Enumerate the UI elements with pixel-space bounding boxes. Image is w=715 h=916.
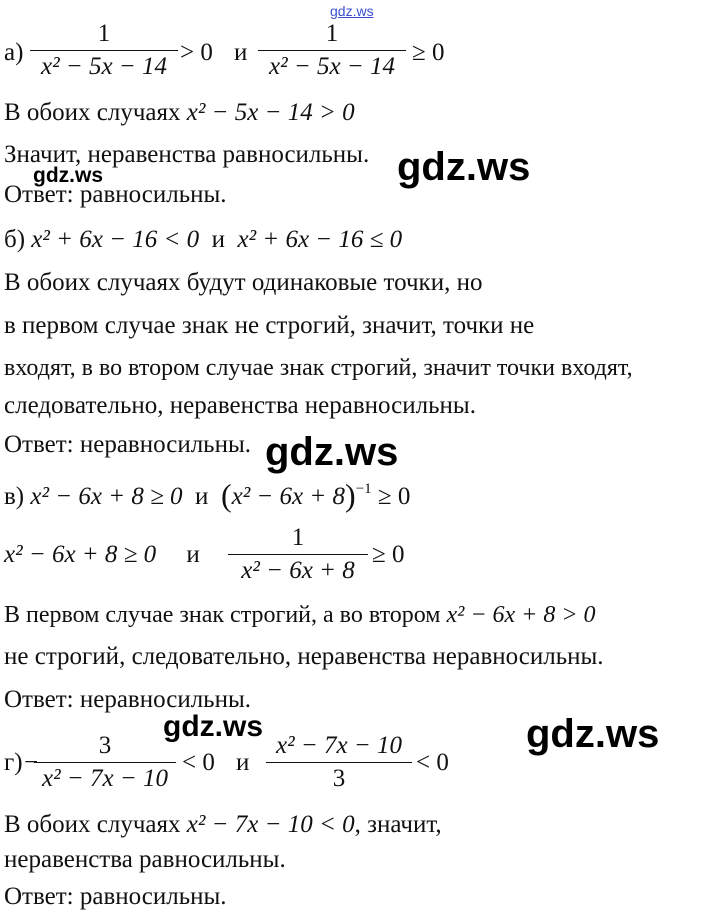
text-v-line1-prefix: В первом случае знак строгий, а во втором bbox=[4, 602, 447, 628]
relation-v: ≥ 0 bbox=[372, 541, 405, 568]
fraction-a1-numerator: 1 bbox=[97, 20, 111, 47]
answer-b: Ответ: неравносильны. bbox=[4, 431, 252, 458]
fraction-a2 bbox=[258, 20, 406, 82]
text-b-line4: следовательно, неравенства неравносильны. bbox=[4, 392, 476, 419]
minus-g: − bbox=[24, 749, 39, 776]
watermark-1[interactable]: gdz.ws bbox=[397, 145, 531, 189]
fraction-a1-denominator: x² − 5x − 14 bbox=[41, 53, 167, 80]
conj-a: и bbox=[234, 39, 248, 66]
fraction-g1 bbox=[34, 732, 176, 794]
answer-v: Ответ: неравносильны. bbox=[4, 686, 252, 713]
fraction-g1-numerator: 3 bbox=[98, 732, 112, 759]
watermark-5[interactable]: gdz.ws bbox=[526, 712, 660, 756]
fraction-g2-denominator: 3 bbox=[332, 765, 346, 792]
line-v-statement bbox=[4, 477, 411, 513]
relation-a1: > 0 bbox=[180, 39, 213, 66]
watermark-top[interactable]: gdz.ws bbox=[330, 3, 374, 19]
fraction-g1-denominator: x² − 7x − 10 bbox=[42, 765, 168, 792]
relation-a2: ≥ 0 bbox=[412, 39, 445, 66]
conj-v: и bbox=[195, 483, 209, 510]
relation-g1: < 0 bbox=[182, 749, 215, 776]
watermark-2[interactable]: gdz.ws bbox=[33, 164, 104, 187]
label-b: б) bbox=[4, 226, 26, 253]
text-g-line1-tail: , значит, bbox=[354, 811, 442, 838]
label-a: а) bbox=[4, 39, 24, 66]
conj-v-row2: и bbox=[186, 541, 200, 568]
text-v-line2: не строгий, следовательно, неравенства неравносильны. bbox=[4, 643, 604, 670]
text-b-line1: В обоих случаях будут одинаковые точки, но bbox=[4, 269, 483, 296]
fraction-a1 bbox=[30, 20, 178, 82]
watermark-4[interactable]: gdz.ws bbox=[163, 710, 264, 743]
watermark-3[interactable]: gdz.ws bbox=[265, 430, 399, 474]
math-v-line1: x² − 6x + 8 > 0 bbox=[446, 602, 596, 628]
fraction-v-numerator: 1 bbox=[291, 524, 305, 551]
math-g-line1: x² − 7x − 10 < 0 bbox=[186, 811, 355, 838]
math-v-row2-left: x² − 6x + 8 ≥ 0 bbox=[4, 541, 157, 568]
text-a-line1 bbox=[4, 98, 355, 128]
fraction-g2-numerator: x² − 7x − 10 bbox=[276, 732, 402, 759]
line-v-row2 bbox=[4, 540, 200, 570]
text-a-line2: Значит, неравенства равносильны. bbox=[4, 141, 370, 168]
text-b-line2: в первом случае знак не строгий, значит, точки не bbox=[4, 312, 535, 339]
fraction-v bbox=[228, 524, 368, 586]
conj-b: и bbox=[211, 226, 225, 253]
text-g-line2: неравенства равносильны. bbox=[4, 846, 286, 873]
paren-close-v: ) bbox=[345, 477, 356, 513]
math-v-ineq2-inner: x² − 6x + 8 bbox=[231, 483, 346, 510]
fraction-a2-denominator: x² − 5x − 14 bbox=[269, 53, 395, 80]
math-b-ineq2: x² + 6x − 16 ≤ 0 bbox=[237, 226, 403, 253]
answer-g: Ответ: равносильны. bbox=[4, 883, 227, 910]
math-v-exponent: −1 bbox=[355, 481, 372, 497]
text-g-line1-prefix: В обоих случаях bbox=[4, 811, 187, 838]
text-v-line1 bbox=[4, 600, 596, 630]
math-v-ineq2-rel: ≥ 0 bbox=[377, 483, 411, 510]
fraction-a2-numerator: 1 bbox=[325, 20, 339, 47]
conj-g: и bbox=[236, 749, 250, 776]
text-b-line3: входят, в во втором случае знак строгий, значит точки входят, bbox=[4, 355, 633, 381]
line-b-statement bbox=[4, 225, 402, 255]
fraction-v-denominator: x² − 6x + 8 bbox=[241, 557, 355, 584]
relation-g2: < 0 bbox=[416, 749, 449, 776]
math-b-ineq1: x² + 6x − 16 < 0 bbox=[31, 226, 200, 253]
math-a-line1: x² − 5x − 14 > 0 bbox=[186, 99, 355, 126]
paren-open-v: ( bbox=[220, 477, 232, 513]
text-a-line1-prefix: В обоих случаях bbox=[4, 99, 187, 126]
label-v: в) bbox=[4, 483, 25, 510]
text-g-line1 bbox=[4, 810, 442, 840]
math-v-ineq1: x² − 6x + 8 ≥ 0 bbox=[30, 483, 183, 510]
fraction-g2 bbox=[266, 732, 412, 794]
answer-a: Ответ: равносильны. bbox=[4, 181, 227, 208]
label-g: г) bbox=[4, 749, 23, 776]
